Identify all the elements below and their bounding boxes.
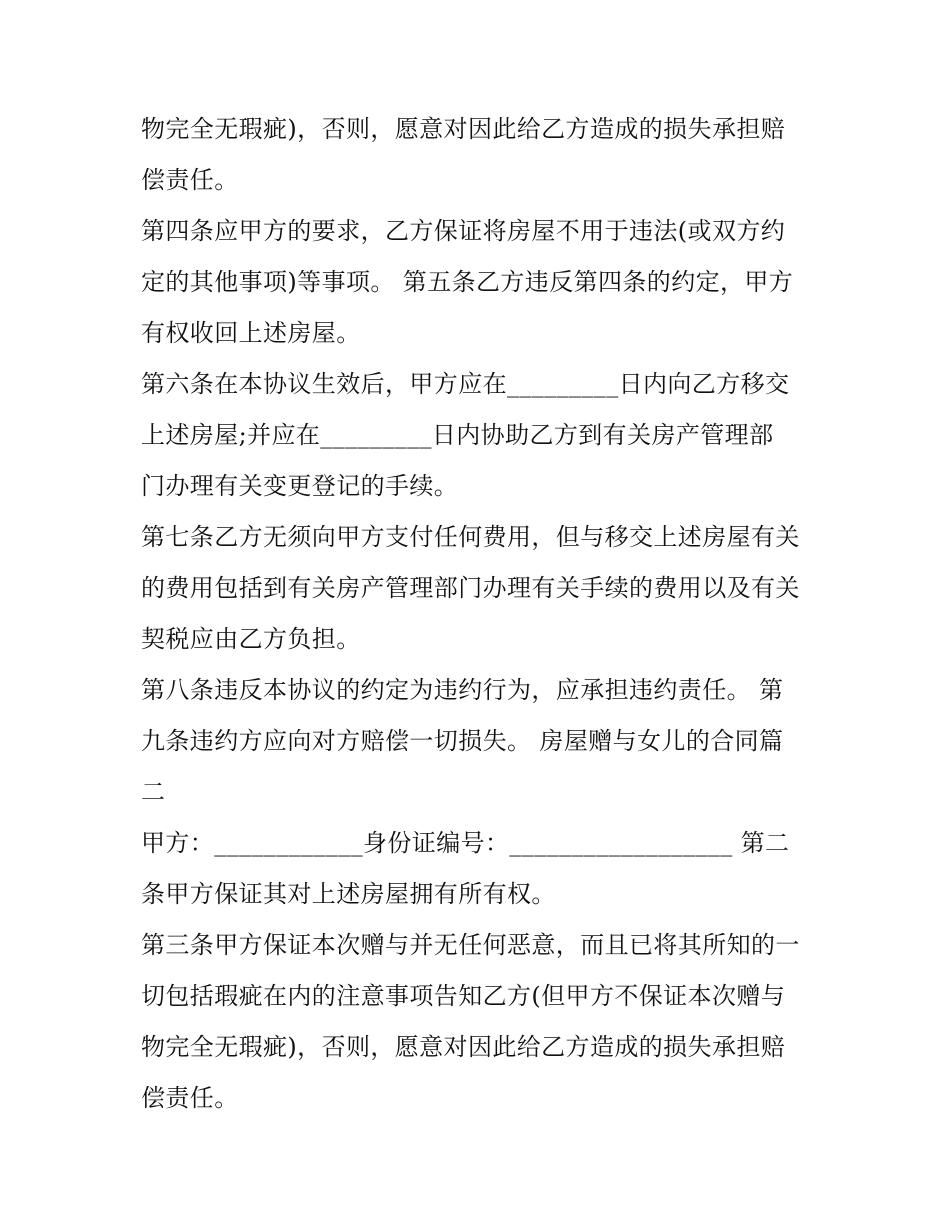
text-line: 物完全无瑕疵)，否则，愿意对因此给乙方造成的损失承担赔 (141, 1033, 786, 1061)
text-line: 第八条违反本协议的约定为违约行为，应承担违约责任。 第 (141, 676, 784, 704)
text-line: 条甲方保证其对上述房屋拥有所有权。 (141, 880, 556, 908)
text-line: 物完全无瑕疵)，否则，愿意对因此给乙方造成的损失承担赔 (141, 115, 786, 143)
text-line: 切包括瑕疵在内的注意事项告知乙方(但甲方不保证本次赠与 (141, 982, 786, 1010)
text-line: 第四条应甲方的要求，乙方保证将房屋不用于违法(或双方约 (141, 217, 786, 245)
document-body (141, 104, 821, 1124)
text-line: 第六条在本协议生效后，甲方应在_________日内向乙方移交 (141, 370, 790, 398)
text-line: 的费用包括到有关房产管理部门办理有关手续的费用以及有关 (141, 574, 800, 602)
text-line: 契税应由乙方负担。 (141, 625, 361, 653)
text-line: 二 (141, 778, 166, 806)
text-line: 甲方：____________身份证编号：__________________ 第二 (141, 829, 790, 857)
text-line: 第七条乙方无须向甲方支付任何费用，但与移交上述房屋有关 (141, 523, 800, 551)
text-line: 门办理有关变更登记的手续。 (141, 472, 459, 500)
text-line: 九条违约方应向对方赔偿一切损失。 房屋赠与女儿的合同篇 (141, 727, 784, 755)
text-line: 偿责任。 (141, 166, 239, 194)
text-line: 有权收回上述房屋。 (141, 319, 361, 347)
text-line: 第三条甲方保证本次赠与并无任何恶意，而且已将其所知的一 (141, 931, 800, 959)
text-line: 上述房屋;并应在_________日内协助乙方到有关房产管理部 (141, 421, 774, 449)
text-line: 定的其他事项)等事项。 第五条乙方违反第四条的约定，甲方 (141, 268, 794, 296)
text-line: 偿责任。 (141, 1084, 239, 1112)
